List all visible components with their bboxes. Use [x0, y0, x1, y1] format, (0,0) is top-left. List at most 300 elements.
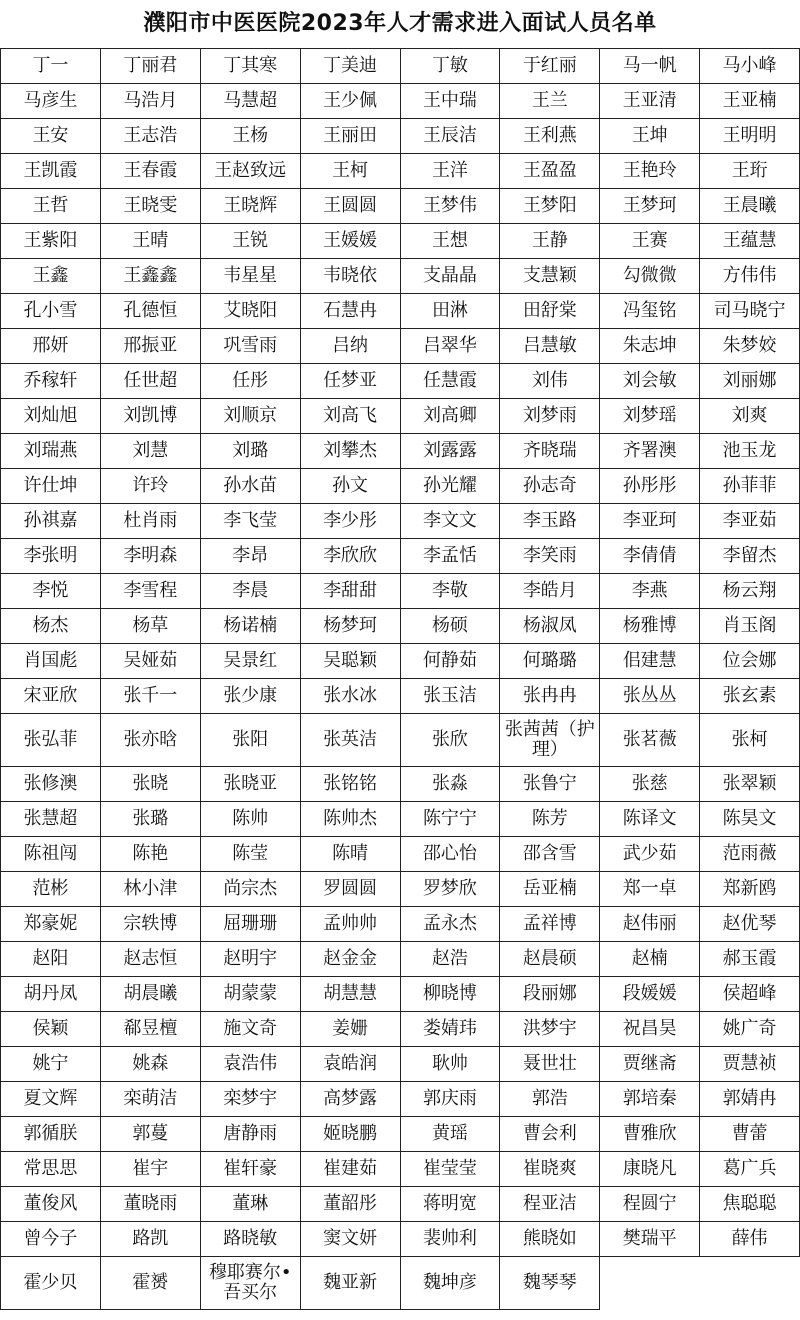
- name-cell: 姬晓鹏: [300, 1117, 400, 1152]
- name-cell: 张少康: [200, 679, 300, 714]
- name-cell: 王明明: [700, 119, 800, 154]
- name-cell: 张千一: [100, 679, 200, 714]
- name-cell: 王志浩: [100, 119, 200, 154]
- table-row: [1, 767, 800, 802]
- name-cell: 郭庆雨: [400, 1082, 500, 1117]
- name-cell: 李甜甜: [300, 574, 400, 609]
- name-cell: 张慧超: [1, 802, 101, 837]
- name-cell: 薛伟: [700, 1222, 800, 1257]
- name-cell: 姚森: [100, 1047, 200, 1082]
- table-row: [1, 679, 800, 714]
- name-cell: 张茗薇: [600, 714, 700, 767]
- name-cell: 李燕: [600, 574, 700, 609]
- name-cell: 姜姗: [300, 1012, 400, 1047]
- table-row: [1, 189, 800, 224]
- name-cell: 王鑫鑫: [100, 259, 200, 294]
- name-cell: 栾萌洁: [100, 1082, 200, 1117]
- table-row: [1, 329, 800, 364]
- name-cell: 董韶彤: [300, 1187, 400, 1222]
- name-cell: 赵志恒: [100, 942, 200, 977]
- table-row: [1, 1187, 800, 1222]
- name-cell: 孟祥博: [500, 907, 600, 942]
- name-cell: 杨云翔: [700, 574, 800, 609]
- table-row: [1, 259, 800, 294]
- name-cell: 王春霞: [100, 154, 200, 189]
- name-cell: 葛广兵: [700, 1152, 800, 1187]
- name-cell: 朱志坤: [600, 329, 700, 364]
- name-cell: 栾梦宇: [200, 1082, 300, 1117]
- name-cell: 王想: [400, 224, 500, 259]
- table-row: [1, 644, 800, 679]
- name-cell: 刘伟: [500, 364, 600, 399]
- table-row: [1, 469, 800, 504]
- name-cell: 马浩月: [100, 84, 200, 119]
- name-cell: 孙光耀: [400, 469, 500, 504]
- name-cell: 王梦珂: [600, 189, 700, 224]
- name-cell: 孙祺嘉: [1, 504, 101, 539]
- name-cell: 刘露露: [400, 434, 500, 469]
- name-cell: 赵明宇: [200, 942, 300, 977]
- name-cell: 尚宗杰: [200, 872, 300, 907]
- name-cell: 曹雅欣: [600, 1117, 700, 1152]
- name-cell: 李昂: [200, 539, 300, 574]
- name-cell: 李雪程: [100, 574, 200, 609]
- table-row: [1, 1257, 800, 1310]
- name-cell: 霍赟: [100, 1257, 200, 1310]
- name-cell: 丁丽君: [100, 49, 200, 84]
- name-cell: 董晓雨: [100, 1187, 200, 1222]
- table-row: [1, 154, 800, 189]
- table-row: [1, 119, 800, 154]
- name-cell: 王亚清: [600, 84, 700, 119]
- name-cell: 杨雅博: [600, 609, 700, 644]
- name-cell: 孙水苗: [200, 469, 300, 504]
- name-cell: 李笑雨: [500, 539, 600, 574]
- name-cell: 裴帅利: [400, 1222, 500, 1257]
- name-cell: 刘梦雨: [500, 399, 600, 434]
- name-cell: 任世超: [100, 364, 200, 399]
- name-cell: 马一帆: [600, 49, 700, 84]
- name-cell: 李玉路: [500, 504, 600, 539]
- name-cell: 丁其寒: [200, 49, 300, 84]
- name-cell: 刘凯博: [100, 399, 200, 434]
- name-cell: 郑新鸥: [700, 872, 800, 907]
- name-cell: 杨草: [100, 609, 200, 644]
- name-cell: 张淼: [400, 767, 500, 802]
- name-cell: 王晨曦: [700, 189, 800, 224]
- name-cell: 施文奇: [200, 1012, 300, 1047]
- name-cell: 聂世壮: [500, 1047, 600, 1082]
- name-cell: 姚广奇: [700, 1012, 800, 1047]
- name-cell: 王坤: [600, 119, 700, 154]
- name-cell: 程亚洁: [500, 1187, 600, 1222]
- name-cell: 李文文: [400, 504, 500, 539]
- name-cell: 王锐: [200, 224, 300, 259]
- name-cell: 王蕴慧: [700, 224, 800, 259]
- table-row: [1, 837, 800, 872]
- name-cell: 吕慧敏: [500, 329, 600, 364]
- table-row: [1, 942, 800, 977]
- name-cell: 魏琴琴: [500, 1257, 600, 1310]
- name-cell: 韦星星: [200, 259, 300, 294]
- name-cell: 王凯霞: [1, 154, 101, 189]
- name-cell: 常思思: [1, 1152, 101, 1187]
- table-row: [1, 802, 800, 837]
- name-cell: 马彦生: [1, 84, 101, 119]
- name-cell: 池玉龙: [700, 434, 800, 469]
- name-cell: 赵优琴: [700, 907, 800, 942]
- name-cell: 王晓雯: [100, 189, 200, 224]
- name-cell: 董俊风: [1, 1187, 101, 1222]
- name-cell: 曹蕾: [700, 1117, 800, 1152]
- name-cell: 崔建茹: [300, 1152, 400, 1187]
- name-cell: 任彤: [200, 364, 300, 399]
- name-cell: 田舒棠: [500, 294, 600, 329]
- table-row: [1, 1152, 800, 1187]
- name-cell: 王珩: [700, 154, 800, 189]
- table-row: [1, 609, 800, 644]
- name-cell: 魏亚新: [300, 1257, 400, 1310]
- name-cell: 蒋明宽: [400, 1187, 500, 1222]
- name-cell: 穆耶赛尔•吾买尔: [200, 1257, 300, 1310]
- name-cell: 于红丽: [500, 49, 600, 84]
- name-cell: 张玉洁: [400, 679, 500, 714]
- name-cell: 刘璐: [200, 434, 300, 469]
- name-cell: 孙文: [300, 469, 400, 504]
- name-cell: 王艳玲: [600, 154, 700, 189]
- name-cell: 洪梦宇: [500, 1012, 600, 1047]
- empty-cell: [700, 1257, 800, 1310]
- name-cell: 冯玺铭: [600, 294, 700, 329]
- name-cell: 支慧颖: [500, 259, 600, 294]
- name-cell: 位会娜: [700, 644, 800, 679]
- name-cell: 孙志奇: [500, 469, 600, 504]
- name-cell: 胡蒙蒙: [200, 977, 300, 1012]
- name-cell: 郭婧冉: [700, 1082, 800, 1117]
- name-cell: 田淋: [400, 294, 500, 329]
- name-cell: 孙彤彤: [600, 469, 700, 504]
- name-cell: 刘灿旭: [1, 399, 101, 434]
- name-cell: 孟永杰: [400, 907, 500, 942]
- name-cell: 杨杰: [1, 609, 101, 644]
- roster-body: [1, 49, 800, 1310]
- name-cell: 张璐: [100, 802, 200, 837]
- empty-cell: [600, 1257, 700, 1310]
- name-cell: 高梦露: [300, 1082, 400, 1117]
- name-cell: 杨淑凤: [500, 609, 600, 644]
- name-cell: 耿帅: [400, 1047, 500, 1082]
- name-cell: 李张明: [1, 539, 101, 574]
- name-cell: 丁美迪: [300, 49, 400, 84]
- name-cell: 李亚珂: [600, 504, 700, 539]
- name-cell: 张茜茜（护理）: [500, 714, 600, 767]
- name-cell: 李明森: [100, 539, 200, 574]
- name-cell: 袁皓润: [300, 1047, 400, 1082]
- name-cell: 吴娅茹: [100, 644, 200, 679]
- name-cell: 段丽娜: [500, 977, 600, 1012]
- name-cell: 张慈: [600, 767, 700, 802]
- name-cell: 赵浩: [400, 942, 500, 977]
- table-row: [1, 399, 800, 434]
- name-cell: 武少茹: [600, 837, 700, 872]
- name-cell: 张柯: [700, 714, 800, 767]
- name-cell: 郗昱檀: [100, 1012, 200, 1047]
- name-cell: 段媛媛: [600, 977, 700, 1012]
- name-cell: 胡慧慧: [300, 977, 400, 1012]
- table-row: [1, 1047, 800, 1082]
- name-cell: 刘瑞燕: [1, 434, 101, 469]
- table-row: [1, 539, 800, 574]
- name-cell: 石慧冉: [300, 294, 400, 329]
- name-cell: 邢振亚: [100, 329, 200, 364]
- name-cell: 王赛: [600, 224, 700, 259]
- name-cell: 邢妍: [1, 329, 101, 364]
- name-cell: 熊晓如: [500, 1222, 600, 1257]
- name-cell: 岳亚楠: [500, 872, 600, 907]
- name-cell: 王洋: [400, 154, 500, 189]
- name-cell: 林小津: [100, 872, 200, 907]
- name-cell: 张晓: [100, 767, 200, 802]
- name-cell: 许仕坤: [1, 469, 101, 504]
- name-cell: 王辰洁: [400, 119, 500, 154]
- name-cell: 王圆圆: [300, 189, 400, 224]
- name-cell: 陈帅: [200, 802, 300, 837]
- name-cell: 崔晓爽: [500, 1152, 600, 1187]
- name-cell: 陈莹: [200, 837, 300, 872]
- name-cell: 吕纳: [300, 329, 400, 364]
- name-cell: 范彬: [1, 872, 101, 907]
- table-row: [1, 1082, 800, 1117]
- name-cell: 勾微微: [600, 259, 700, 294]
- name-cell: 巩雪雨: [200, 329, 300, 364]
- name-cell: 李孟恬: [400, 539, 500, 574]
- name-cell: 王丽田: [300, 119, 400, 154]
- name-cell: 王杨: [200, 119, 300, 154]
- name-cell: 佀建慧: [600, 644, 700, 679]
- name-cell: 郭培秦: [600, 1082, 700, 1117]
- table-row: [1, 294, 800, 329]
- name-cell: 刘爽: [700, 399, 800, 434]
- name-cell: 王安: [1, 119, 101, 154]
- interview-roster-table: [0, 48, 800, 1310]
- name-cell: 王利燕: [500, 119, 600, 154]
- name-cell: 娄婧玮: [400, 1012, 500, 1047]
- name-cell: 窦文妍: [300, 1222, 400, 1257]
- name-cell: 刘攀杰: [300, 434, 400, 469]
- table-row: [1, 49, 800, 84]
- name-cell: 罗梦欣: [400, 872, 500, 907]
- name-cell: 曹会利: [500, 1117, 600, 1152]
- name-cell: 赵金金: [300, 942, 400, 977]
- name-cell: 黄瑶: [400, 1117, 500, 1152]
- name-cell: 丁敏: [400, 49, 500, 84]
- name-cell: 胡丹凤: [1, 977, 101, 1012]
- name-cell: 唐静雨: [200, 1117, 300, 1152]
- name-cell: 杨硕: [400, 609, 500, 644]
- name-cell: 郭浩: [500, 1082, 600, 1117]
- name-cell: 曾今子: [1, 1222, 101, 1257]
- name-cell: 张翠颖: [700, 767, 800, 802]
- table-row: [1, 1222, 800, 1257]
- name-cell: 李留杰: [700, 539, 800, 574]
- name-cell: 李少彤: [300, 504, 400, 539]
- name-cell: 陈昊文: [700, 802, 800, 837]
- name-cell: 方伟伟: [700, 259, 800, 294]
- name-cell: 王鑫: [1, 259, 101, 294]
- name-cell: 任慧霞: [400, 364, 500, 399]
- name-cell: 罗圆圆: [300, 872, 400, 907]
- name-cell: 刘慧: [100, 434, 200, 469]
- name-cell: 柳晓博: [400, 977, 500, 1012]
- name-cell: 董琳: [200, 1187, 300, 1222]
- name-cell: 王静: [500, 224, 600, 259]
- name-cell: 郝玉霞: [700, 942, 800, 977]
- name-cell: 崔宇: [100, 1152, 200, 1187]
- name-cell: 张水冰: [300, 679, 400, 714]
- name-cell: 王紫阳: [1, 224, 101, 259]
- name-cell: 魏坤彦: [400, 1257, 500, 1310]
- name-cell: 杜肖雨: [100, 504, 200, 539]
- name-cell: 邵心怡: [400, 837, 500, 872]
- name-cell: 刘梦瑶: [600, 399, 700, 434]
- name-cell: 吴聪颖: [300, 644, 400, 679]
- name-cell: 陈艳: [100, 837, 200, 872]
- name-cell: 侯超峰: [700, 977, 800, 1012]
- name-cell: 陈晴: [300, 837, 400, 872]
- name-cell: 孔德恒: [100, 294, 200, 329]
- name-cell: 孔小雪: [1, 294, 101, 329]
- name-cell: 刘顺京: [200, 399, 300, 434]
- table-row: [1, 364, 800, 399]
- name-cell: 王少佩: [300, 84, 400, 119]
- name-cell: 张丛丛: [600, 679, 700, 714]
- name-cell: 路凯: [100, 1222, 200, 1257]
- name-cell: 李亚茹: [700, 504, 800, 539]
- table-row: [1, 574, 800, 609]
- name-cell: 赵伟丽: [600, 907, 700, 942]
- name-cell: 张阳: [200, 714, 300, 767]
- name-cell: 韦晓依: [300, 259, 400, 294]
- name-cell: 肖国彪: [1, 644, 101, 679]
- name-cell: 程圆宁: [600, 1187, 700, 1222]
- name-cell: 祝昌昊: [600, 1012, 700, 1047]
- name-cell: 张亦晗: [100, 714, 200, 767]
- name-cell: 王梦阳: [500, 189, 600, 224]
- name-cell: 齐署澳: [600, 434, 700, 469]
- name-cell: 李悦: [1, 574, 101, 609]
- name-cell: 肖玉阁: [700, 609, 800, 644]
- name-cell: 张欣: [400, 714, 500, 767]
- name-cell: 刘高卿: [400, 399, 500, 434]
- name-cell: 郑一卓: [600, 872, 700, 907]
- name-cell: 李飞莹: [200, 504, 300, 539]
- name-cell: 陈祖闯: [1, 837, 101, 872]
- name-cell: 陈译文: [600, 802, 700, 837]
- name-cell: 张弘菲: [1, 714, 101, 767]
- table-row: [1, 434, 800, 469]
- name-cell: 贾继斋: [600, 1047, 700, 1082]
- name-cell: 乔稼轩: [1, 364, 101, 399]
- name-cell: 夏文辉: [1, 1082, 101, 1117]
- table-row: [1, 84, 800, 119]
- name-cell: 李倩倩: [600, 539, 700, 574]
- name-cell: 王媛媛: [300, 224, 400, 259]
- name-cell: 侯颖: [1, 1012, 101, 1047]
- name-cell: 马慧超: [200, 84, 300, 119]
- name-cell: 焦聪聪: [700, 1187, 800, 1222]
- name-cell: 张玄素: [700, 679, 800, 714]
- name-cell: 屈珊珊: [200, 907, 300, 942]
- table-row: [1, 1012, 800, 1047]
- name-cell: 王梦伟: [400, 189, 500, 224]
- name-cell: 李皓月: [500, 574, 600, 609]
- name-cell: 郑豪妮: [1, 907, 101, 942]
- name-cell: 陈帅杰: [300, 802, 400, 837]
- table-row: [1, 977, 800, 1012]
- name-cell: 马小峰: [700, 49, 800, 84]
- name-cell: 杨诺楠: [200, 609, 300, 644]
- name-cell: 王兰: [500, 84, 600, 119]
- table-row: [1, 504, 800, 539]
- name-cell: 刘会敏: [600, 364, 700, 399]
- name-cell: 崔莹莹: [400, 1152, 500, 1187]
- name-cell: 李晨: [200, 574, 300, 609]
- name-cell: 张英洁: [300, 714, 400, 767]
- name-cell: 贾慧祯: [700, 1047, 800, 1082]
- name-cell: 陈芳: [500, 802, 600, 837]
- name-cell: 李敬: [400, 574, 500, 609]
- name-cell: 宗轶博: [100, 907, 200, 942]
- name-cell: 张冉冉: [500, 679, 600, 714]
- name-cell: 刘丽娜: [700, 364, 800, 399]
- name-cell: 吴景红: [200, 644, 300, 679]
- name-cell: 张修澳: [1, 767, 101, 802]
- name-cell: 姚宁: [1, 1047, 101, 1082]
- name-cell: 邵含雪: [500, 837, 600, 872]
- table-row: [1, 714, 800, 767]
- name-cell: 康晓凡: [600, 1152, 700, 1187]
- name-cell: 路晓敏: [200, 1222, 300, 1257]
- name-cell: 支晶晶: [400, 259, 500, 294]
- name-cell: 赵阳: [1, 942, 101, 977]
- name-cell: 王赵致远: [200, 154, 300, 189]
- name-cell: 齐晓瑞: [500, 434, 600, 469]
- name-cell: 赵楠: [600, 942, 700, 977]
- name-cell: 王亚楠: [700, 84, 800, 119]
- name-cell: 张铭铭: [300, 767, 400, 802]
- name-cell: 王中瑞: [400, 84, 500, 119]
- name-cell: 王盈盈: [500, 154, 600, 189]
- name-cell: 孟帅帅: [300, 907, 400, 942]
- name-cell: 樊瑞平: [600, 1222, 700, 1257]
- name-cell: 范雨薇: [700, 837, 800, 872]
- name-cell: 艾晓阳: [200, 294, 300, 329]
- page-title: 濮阳市中医医院2023年人才需求进入面试人员名单: [143, 11, 657, 36]
- name-cell: 刘高飞: [300, 399, 400, 434]
- name-cell: 王晴: [100, 224, 200, 259]
- name-cell: 赵晨硕: [500, 942, 600, 977]
- name-cell: 张晓亚: [200, 767, 300, 802]
- name-cell: 何璐璐: [500, 644, 600, 679]
- table-row: [1, 872, 800, 907]
- name-cell: 张鲁宁: [500, 767, 600, 802]
- name-cell: 霍少贝: [1, 1257, 101, 1310]
- table-row: [1, 907, 800, 942]
- name-cell: 王哲: [1, 189, 101, 224]
- name-cell: 宋亚欣: [1, 679, 101, 714]
- name-cell: 杨梦珂: [300, 609, 400, 644]
- name-cell: 郭循朕: [1, 1117, 101, 1152]
